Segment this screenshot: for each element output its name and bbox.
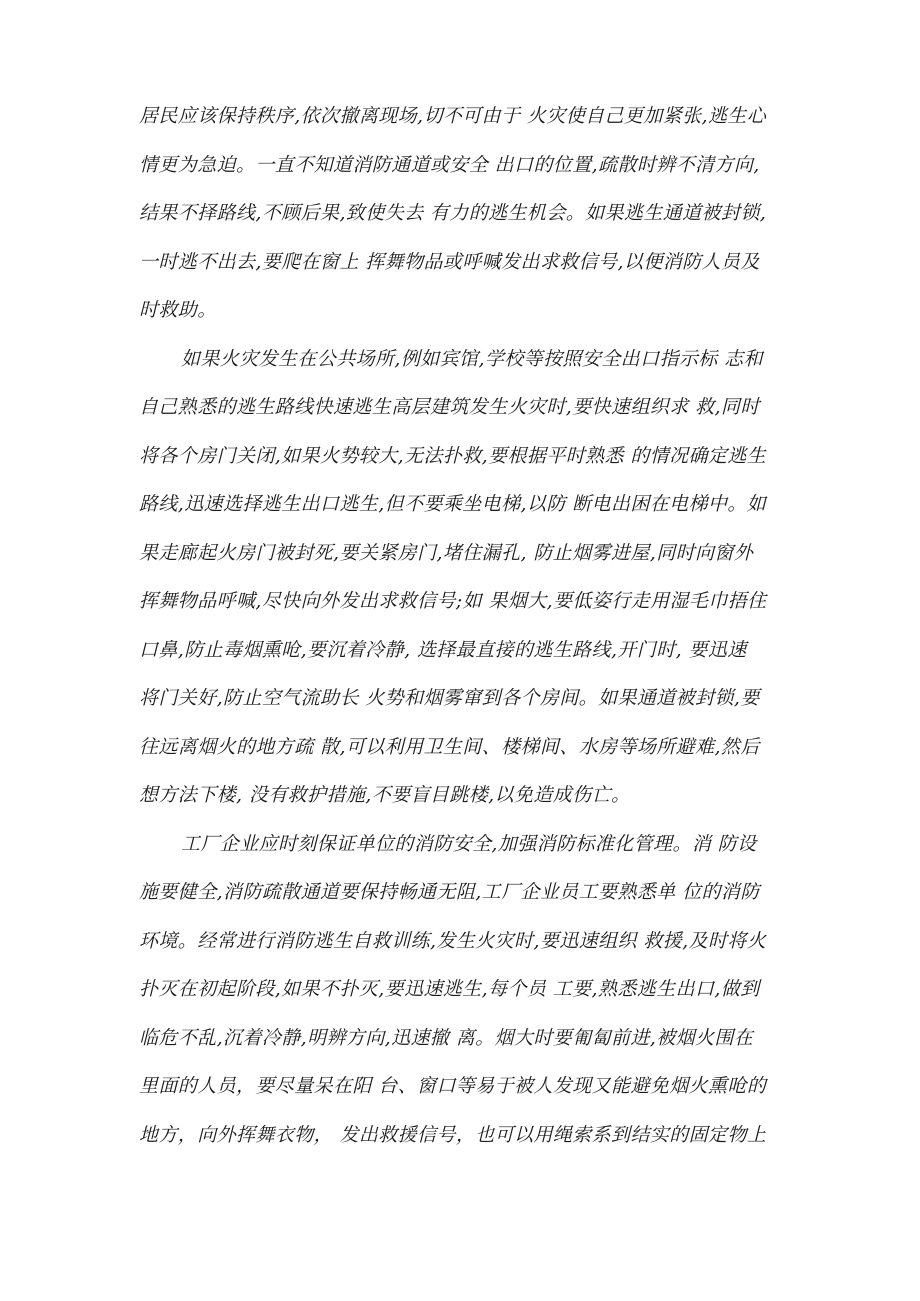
text-line: 地方，向外挥舞衣物， 发出救援信号，也可以用绳索系到结实的固定物上 xyxy=(139,1123,767,1146)
text-line: 路线,迅速选择逃生出口逃生,但不要乘坐电梯,以防 断电出困在电梯中。如 xyxy=(139,493,767,515)
paragraph-evacuation-order xyxy=(139,92,805,335)
paragraph-public-places xyxy=(139,335,805,820)
text-line: 时救助。 xyxy=(139,299,217,321)
text-line: 施要健全,消防疏散通道要保持畅通无阻,工厂企业员工要熟悉单 位的消防 xyxy=(139,881,760,903)
text-line: 结果不择路线,不顾后果,致使失去 有力的逃生机会。如果逃生通道被封锁, xyxy=(139,202,767,224)
text-line: 口鼻,防止毒烟熏呛,要沉着冷静, 选择最直接的逃生路线,开门时, 要迅速 xyxy=(139,638,747,661)
text-line: 环境。经常进行消防逃生自救训练,发生火灾时,要迅速组织 救援,及时将火 xyxy=(139,929,767,952)
text-line: 挥舞物品呼喊,尽快向外发出求救信号;如 果烟大,要低姿行走用湿毛巾捂住 xyxy=(139,590,767,612)
text-line: 自己熟悉的逃生路线快速逃生高层建筑发生火灾时,要快速组织求 救,同时 xyxy=(139,396,760,418)
text-line: 将门关好,防止空气流助长 火势和烟雾窜到各个房间。如果通道被封锁,要 xyxy=(139,687,760,709)
text-line: 一时逃不出去,要爬在窗上 挥舞物品或呼喊发出求救信号,以便消防人员及 xyxy=(139,250,760,273)
text-line: 想方法下楼, 没有救护措施,不要盲目跳楼,以免造成伤亡。 xyxy=(139,784,631,806)
paragraph-factory-safety xyxy=(139,820,805,1160)
text-line: 往远离烟火的地方疏 散,可以利用卫生间、楼梯间、水房等场所避难,然后 xyxy=(139,735,760,758)
text-line: 果走廊起火房门被封死,要关紧房门,堵住漏孔, 防止烟雾进屋,同时向窗外 xyxy=(139,541,754,564)
text-line: 里面的人员，要尽量呆在阳 台、窗口等易于被人发现又能避免烟火熏呛的 xyxy=(139,1075,767,1097)
text-line: 居民应该保持秩序,依次撤离现场,切不可由于 火灾使自己更加紧张,逃生心 xyxy=(139,105,767,127)
text-line: 临危不乱,沉着冷静,明辨方向,迅速撤 离。烟大时要匍匐前进,被烟火围在 xyxy=(139,1026,754,1049)
text-line: 扑灭在初起阶段,如果不扑灭,要迅速逃生,每个员 工要,熟悉逃生出口,做到 xyxy=(139,978,760,1000)
text-line: 将各个房门关闭,如果火势较大,无法扑救,要根据平时熟悉 的情况确定逃生 xyxy=(139,444,767,467)
text-line: 工厂企业应时刻保证单位的消防安全,加强消防标准化管理。消 防设 xyxy=(181,832,757,855)
text-line: 如果火灾发生在公共场所,例如宾馆,学校等按照安全出口指示标 志和 xyxy=(181,347,763,370)
text-line: 情更为急迫。一直不知道消防通道或安全 出口的位置,疏散时辨不清方向, xyxy=(139,153,760,176)
document-body xyxy=(139,92,805,1159)
